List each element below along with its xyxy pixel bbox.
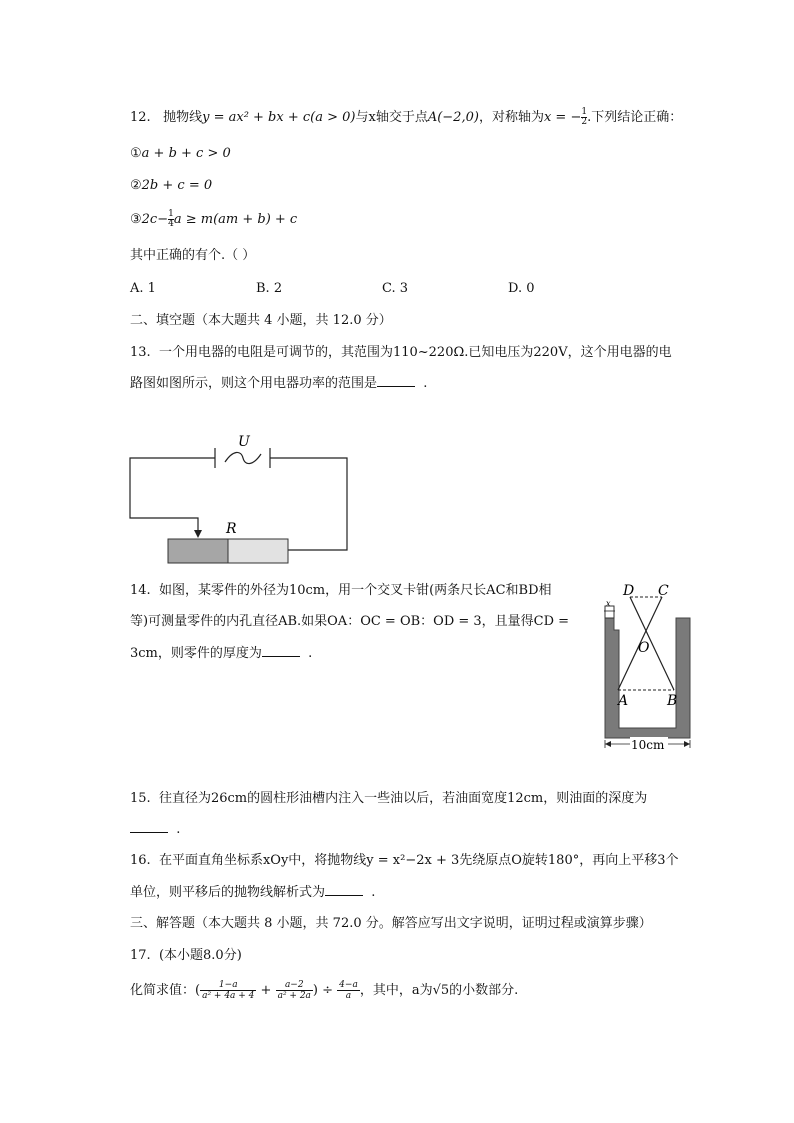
q12-count: 其中正确的有个.（ ）	[130, 248, 256, 263]
option-c[interactable]: C. 3	[382, 281, 409, 296]
label-r: R	[226, 521, 237, 537]
q14-text-1: 如图，某零件的外径为10cm，用一个交叉卡钳(两条尺长AC和BD相	[158, 583, 552, 598]
q16-text-2: 单位，则平移后的抛物线解析式为	[130, 885, 326, 900]
q12-options	[130, 279, 580, 299]
circuit-wire-left	[130, 458, 215, 532]
dim-arrow-left-icon	[605, 741, 611, 747]
q14-number: 14.	[130, 583, 151, 598]
ac-source-icon	[225, 452, 261, 463]
fraction-num: 1−a	[200, 980, 256, 991]
choice-marker: ②	[130, 178, 142, 193]
q12-text-c: ，对称轴为	[478, 110, 544, 125]
q15-end: .	[176, 822, 181, 837]
label-o: O	[638, 640, 650, 656]
choice-text-b: a ≥ m(am + b) + c	[173, 212, 298, 227]
option-a[interactable]: A. 1	[130, 281, 156, 296]
q12-text-d: .下列结论正确：	[587, 110, 683, 125]
choice-marker: ③	[130, 212, 142, 227]
label-a: A	[618, 693, 629, 709]
q13-number: 13.	[130, 345, 151, 360]
q14-end: .	[308, 646, 313, 661]
fraction-num: 1	[581, 107, 588, 117]
q17-points: (本小题8.0分)	[158, 948, 242, 963]
q17-number: 17.	[130, 948, 151, 963]
fraction-den: 2	[581, 117, 588, 127]
label-x: x	[606, 599, 611, 608]
q16-line-1	[130, 851, 679, 871]
q17-fraction-2	[276, 980, 313, 1001]
q16-number: 16.	[130, 853, 151, 868]
caliper-arm-db	[630, 597, 674, 690]
arrow-head-icon	[194, 530, 202, 538]
option-d[interactable]: D. 0	[508, 281, 535, 296]
q12-equation: y = ax² + bx + c(a > 0)	[202, 110, 356, 125]
q17-plus: +	[260, 983, 272, 998]
q12-text-b: 与x轴交于点	[355, 110, 428, 125]
q17-fraction-1	[200, 980, 256, 1001]
q16-end: .	[371, 885, 376, 900]
section-3-heading: 三、解答题（本大题共 8 小题，共 72.0 分。解答应写出文字说明，证明过程或演算步骤）	[130, 916, 652, 931]
choice-text-a: 2c−	[141, 212, 169, 227]
q17-suffix: ，其中，a为√5的小数部分.	[359, 983, 519, 998]
q14-line-3	[130, 644, 312, 664]
q17-divide: ) ÷	[312, 983, 334, 998]
q15-text-1: 往直径为26cm的圆柱形油槽内注入一些油以后，若油面宽度12cm，则油面的深度为	[158, 791, 648, 806]
q13-text-2: 路图如图所示，则这个用电器功率的范围是	[130, 376, 378, 391]
q14-line-2: 等)可测量零件的内孔直径AB.如果OA：OC = OB：OD = 3，且量得CD =	[130, 614, 570, 629]
choice-marker: ①	[130, 146, 142, 161]
fraction-num: a−2	[276, 980, 313, 991]
q12-text-a: 抛物线	[163, 110, 203, 125]
part-body	[605, 618, 690, 738]
label-width: 10cm	[631, 738, 665, 752]
resistor-used	[168, 539, 228, 563]
label-b: B	[667, 693, 678, 709]
q12-choice-2	[130, 176, 212, 196]
dim-arrow-right-icon	[684, 741, 690, 747]
q17-prefix: 化简求值：(	[130, 983, 201, 998]
caliper-diagram	[590, 578, 700, 753]
circuit-diagram	[125, 428, 365, 568]
fraction-num: 1	[168, 209, 174, 219]
q13-line-2	[130, 374, 427, 394]
q12-point: A(−2,0)	[427, 110, 479, 125]
label-u: U	[238, 434, 250, 450]
q15-answer-blank[interactable]	[130, 820, 168, 833]
fraction-den: a² + 2a	[277, 991, 311, 1001]
q13-end: .	[423, 376, 428, 391]
fraction-num: 4−a	[339, 980, 358, 990]
q16-text-1: 在平面直角坐标系xOy中，将抛物线y = x²−2x + 3先绕原点O旋转180°，再向上平移3个	[158, 853, 679, 868]
fraction-den: a	[345, 991, 352, 1001]
q12-choice-1	[130, 144, 231, 164]
q12-axis: x = −	[543, 110, 582, 125]
circuit-wire-right	[270, 458, 347, 550]
q16-line-2	[130, 883, 375, 903]
q13-text-1: 一个用电器的电阻是可调节的，其范围为110~220Ω.已知电压为220V，这个用电器的电	[158, 345, 672, 360]
q14-text-3: 3cm，则零件的厚度为	[130, 646, 262, 661]
label-d: D	[623, 583, 635, 599]
q17-expression	[130, 980, 518, 1001]
q13-line-1	[130, 343, 672, 363]
fraction-den: 4	[168, 219, 174, 229]
section-2-heading: 二、填空题（本大题共 4 小题，共 12.0 分）	[130, 313, 392, 328]
option-b[interactable]: B. 2	[256, 281, 283, 296]
q15-line-2	[130, 820, 180, 840]
q14-answer-blank[interactable]	[262, 644, 300, 657]
q16-answer-blank[interactable]	[325, 883, 363, 896]
fraction-den: a² + 4a + 4	[202, 991, 255, 1001]
q15-line-1	[130, 789, 647, 809]
choice-text: 2b + c = 0	[141, 178, 213, 193]
q13-answer-blank[interactable]	[377, 374, 415, 387]
q17-fraction-3	[337, 980, 360, 1001]
q14-line-1	[130, 581, 552, 601]
q15-number: 15.	[130, 791, 151, 806]
resistor-remaining	[228, 539, 288, 563]
q12-number: 12.	[130, 110, 151, 125]
q12-choice-3	[130, 210, 297, 230]
q12-stem	[130, 108, 682, 128]
label-c: C	[658, 583, 669, 599]
q17-header	[130, 946, 242, 966]
choice-text: a + b + c > 0	[141, 146, 231, 161]
